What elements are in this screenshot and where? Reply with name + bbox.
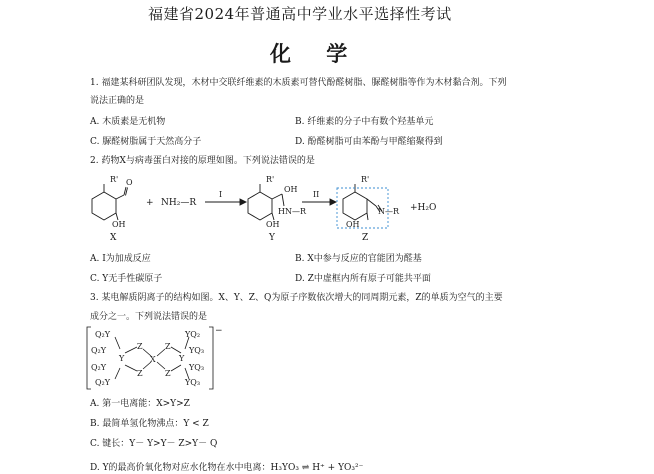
subject-title: 化 学 [270, 41, 362, 66]
q3-option-b: B. 最简单氢化物沸点：Y < Z [90, 419, 209, 429]
x-aldehyde-o: O [126, 178, 133, 187]
q2y-bottom-left: Q₂Y [95, 378, 111, 387]
plus-sign: + [146, 198, 154, 208]
q2y-top-left: Q₂Y [95, 330, 111, 339]
yq3-bottom-right: YQ₃ [185, 378, 201, 387]
q3-option-a: A. 第一电离能：X>Y>Z [90, 399, 190, 409]
water-product: +H₂O [410, 203, 437, 213]
x-benzene-ring [92, 192, 116, 220]
exam-header: 福建省2024年普通高中学业水平选择性考试 [148, 5, 452, 23]
label-y: Y [269, 233, 275, 243]
y-r-prime: R' [266, 175, 275, 184]
label-z: Z [362, 233, 369, 243]
y-oh-bottom: OH [266, 220, 280, 229]
amine-reagent: NH₂—R [161, 198, 197, 208]
q1-option-b: B. 纤维素的分子中有数个羟基单元 [295, 117, 434, 127]
y-benzene-ring [248, 192, 272, 220]
label-x: X [110, 233, 117, 243]
yq3-right: YQ₃ [189, 346, 205, 355]
q3-option-c: C. 键长：Y－ Y>Y－ Z>Y－ Q [90, 439, 218, 449]
q3-stem-line1: 3. 某电解质阴离子的结构如图。X、Y、Z、Q为原子序数依次增大的同周期元素，Z的单质为空气的主要 [90, 293, 503, 303]
y-atom-right: Y [179, 354, 185, 363]
x-atom-center: X [150, 355, 156, 364]
q2-option-a: A. Ⅰ为加成反应 [90, 254, 151, 264]
q1-stem-line2: 说法正确的是 [90, 96, 145, 106]
q1-option-d: D. 酚醛树脂可由苯酚与甲醛缩聚得到 [295, 137, 443, 147]
q3-stem-line2: 成分之一。下列说法错误的是 [90, 312, 208, 322]
q2-reaction-scheme [0, 170, 654, 250]
q2-option-d: D. Z中虚框内所有原子可能共平面 [295, 274, 431, 284]
q2-option-c: C. Y无手性碳原子 [90, 274, 163, 284]
z-atom-top-left: Z [137, 342, 143, 351]
yq2-top-right: YQ₂ [185, 330, 201, 339]
anion-charge: − [215, 326, 223, 336]
z-atom-bottom-left: Z [137, 369, 143, 378]
y-atom-left: Y [119, 354, 125, 363]
z-atom-top-right: Z [165, 342, 171, 351]
q2y-lower-left: Q₂Y [91, 363, 107, 372]
q2-option-b: B. X中参与反应的官能团为醛基 [295, 254, 422, 264]
q2-stem: 2. 药物X与病毒蛋白对接的原理如图。下列说法错误的是 [90, 156, 315, 166]
z-benzene-ring [343, 192, 367, 220]
q1-stem-line1: 1. 福建某科研团队发现，木材中交联纤维素的木质素可替代酚醛树脂、脲醛树脂等作为木材黏合剂。下列 [90, 78, 507, 88]
z-atom-bottom-right: Z [165, 369, 171, 378]
q1-option-c: C. 脲醛树脂属于天然高分子 [90, 137, 202, 147]
step-1-label: I [219, 190, 223, 199]
q3-anion-structure [85, 325, 235, 393]
z-oh: OH [346, 220, 360, 229]
z-r-prime: R' [361, 175, 370, 184]
x-r-prime: R' [110, 175, 119, 184]
z-n-r: N—R [378, 207, 400, 216]
y-hn-r: HN—R [278, 207, 306, 216]
y-oh-top: OH [284, 185, 298, 194]
x-oh: OH [112, 220, 126, 229]
step-2-label: II [313, 190, 320, 199]
q1-option-a: A. 木质素是无机物 [90, 117, 166, 127]
q3-option-d: D. Y的最高价氧化物对应水化物在水中电离：H₃YO₃ ⇌ H⁺ + YO₃²⁻ [90, 463, 364, 473]
q2y-left: Q₂Y [91, 346, 107, 355]
yq3-lower-right: YQ₃ [189, 363, 205, 372]
